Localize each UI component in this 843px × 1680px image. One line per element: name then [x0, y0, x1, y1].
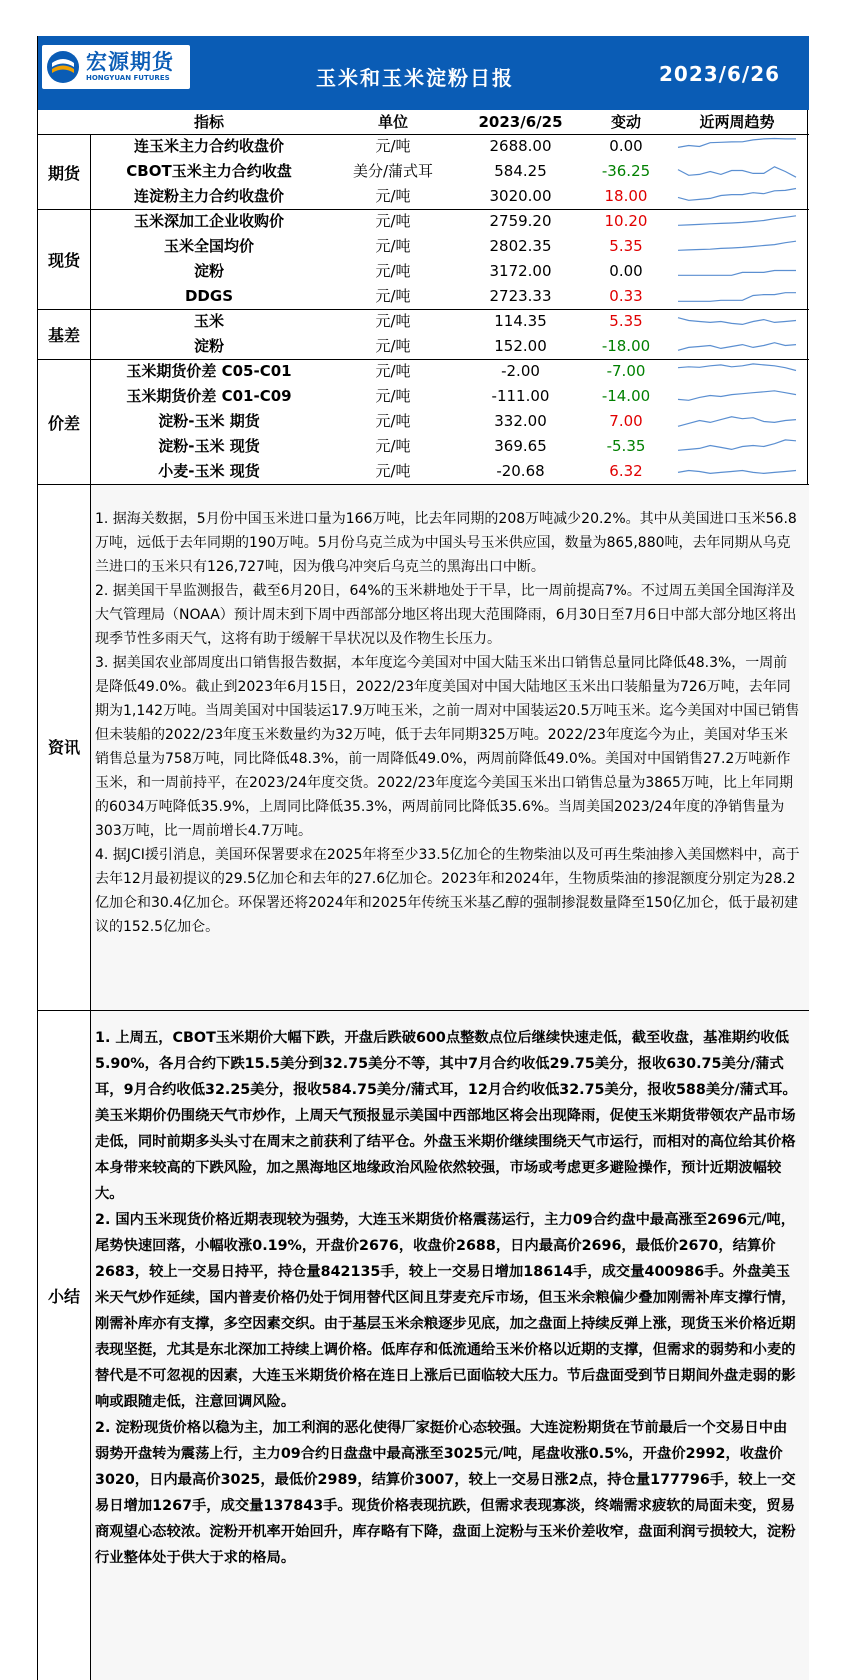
summary-section — [38, 1010, 809, 1680]
indicator-name: 淀粉-玉米 期货 — [158, 412, 260, 430]
change-cell: 7.00 — [609, 412, 643, 430]
unit-cell: 元/吨 — [375, 187, 411, 205]
indicator-name: 淀粉 — [193, 337, 224, 355]
report-page — [37, 36, 808, 1680]
divider — [90, 309, 809, 310]
unit-cell: 元/吨 — [375, 237, 411, 255]
column-header-change: 变动 — [610, 113, 641, 131]
unit-cell: 元/吨 — [375, 462, 411, 480]
change-cell: 0.00 — [609, 137, 643, 155]
unit-cell: 元/吨 — [375, 412, 411, 430]
report-title: 玉米和玉米淀粉日报 — [316, 66, 514, 90]
value-cell: 2688.00 — [489, 137, 552, 155]
summary-label: 小结 — [47, 1287, 80, 1306]
table-row — [38, 209, 809, 234]
trend-sparkline — [674, 434, 800, 459]
value-cell: 2759.20 — [489, 212, 552, 230]
value-cell: 3020.00 — [489, 187, 552, 205]
change-cell: 0.00 — [609, 262, 643, 280]
company-logo — [42, 45, 190, 89]
table-row — [38, 134, 809, 159]
table-row — [38, 184, 809, 209]
table-row — [38, 334, 809, 359]
value-cell: 332.00 — [494, 412, 547, 430]
news-section — [38, 484, 809, 1010]
indicator-name: 玉米深加工企业收购价 — [133, 212, 284, 230]
group-label-basis: 基差 — [38, 309, 90, 359]
indicator-name: 连淀粉主力合约收盘价 — [133, 187, 284, 205]
indicator-name: 玉米期货价差 C01-C09 — [126, 387, 292, 405]
value-cell: 369.65 — [494, 437, 547, 455]
logo-english-name: HONGYUAN FUTURES — [86, 74, 170, 82]
value-cell: -20.68 — [496, 462, 545, 480]
unit-cell: 元/吨 — [375, 212, 411, 230]
value-cell: 152.00 — [494, 337, 547, 355]
change-cell: -5.35 — [606, 437, 646, 455]
indicator-name: 淀粉-玉米 现货 — [158, 437, 260, 455]
summary-paragraph: 2. 国内玉米现货价格近期表现较为强势，大连玉米期货价格震荡运行，主力09合约盘中最高涨至2696元/吨，尾势快速回落，小幅收涨0.19%，开盘价2676，收盘价2688，日内最高价2696，最低价2670，结算价2683，较上一交易日持平，持仓量842135手，较上一交易日增加18614手，成交量400986手。外盘美玉米天气炒作延续，国内普麦价格仍处于饲用替代区间且芽麦充斥市场，但玉米余粮偏少叠加刚需补库支撑行情，刚需补库亦有支撑，多空因素交织。由于基层玉米余粮逐步见底，加之盘面上持续反弹上涨，现货玉米价格近期表现坚挺，尤其是东北深加工持续上调价格。低库存和低流通给玉米价格以近期的支撑，但需求的弱势和小麦的替代是不可忽视的因素，大连玉米期货价格在连日上涨后已面临较大压力。节后盘面受到节日期间外盘走弱的影响或跟随走低，注意回调风险。 — [95, 1212, 796, 1410]
table-row — [38, 159, 809, 184]
trend-sparkline — [674, 259, 800, 284]
indicator-name: 连玉米主力合约收盘价 — [133, 137, 284, 155]
trend-sparkline — [674, 209, 800, 234]
logo-mark-icon — [46, 50, 80, 84]
change-cell: 0.33 — [609, 287, 643, 305]
indicator-name: CBOT玉米主力合约收盘 — [126, 162, 292, 180]
news-paragraph: 3. 据美国农业部周度出口销售报告数据，本年度迄今美国对中国大陆玉米出口销售总量同比降低48.3%，一周前是降低49.0%。截止到2023年6月15日，2022/23年度美国对中国大陆地区玉米出口装船量为726万吨，去年同期为1,142万吨。当周美国对中国装运17.9万吨玉米，之前一周对中国装运20.5万吨玉米。迄今美国对中国已销售但未装船的2022/23年度玉米数量约为32万吨，低于去年同期325万吨。2022/23年度迄今为止，美国对华玉米销售总量为758万吨，同比降低48.3%，前一周降低49.0%，两周前降低49.0%。美国对中国销售27.2万吨新作玉米，和一周前持平，在2023/24年度交货。2022/23年度迄今美国玉米出口销售总量为3865万吨，比上年同期的6034万吨降低35.9%，上周同比降低35.3%，两周前同比降低35.6%。当周美国2023/24年度的净销售量为303万吨，比一周前增长4.7万吨。 — [95, 655, 800, 839]
unit-cell: 美分/蒲式耳 — [352, 162, 434, 180]
change-cell: 6.32 — [609, 462, 643, 480]
summary-body — [90, 1011, 809, 1680]
indicator-name: 小麦-玉米 现货 — [158, 462, 260, 480]
indicator-name: DDGS — [184, 287, 234, 305]
unit-cell: 元/吨 — [375, 262, 411, 280]
trend-sparkline — [674, 359, 800, 384]
table-row — [38, 259, 809, 284]
news-body — [90, 485, 809, 1011]
unit-cell: 元/吨 — [375, 287, 411, 305]
trend-sparkline — [674, 184, 800, 209]
change-cell: -18.00 — [601, 337, 651, 355]
unit-cell: 元/吨 — [375, 362, 411, 380]
divider — [90, 134, 809, 135]
report-date: 2023/6/26 — [659, 62, 781, 86]
news-label: 资讯 — [47, 738, 80, 757]
change-cell: -7.00 — [606, 362, 646, 380]
value-cell: 2723.33 — [489, 287, 552, 305]
change-cell: -14.00 — [601, 387, 651, 405]
group-label-spread: 价差 — [38, 359, 90, 484]
value-cell: 3172.00 — [489, 262, 552, 280]
table-row — [38, 234, 809, 259]
group-label-futures: 期货 — [38, 134, 90, 209]
unit-cell: 元/吨 — [375, 312, 411, 330]
change-cell: 18.00 — [604, 187, 648, 205]
table-row — [38, 459, 809, 484]
trend-sparkline — [674, 459, 800, 484]
indicator-name: 玉米全国均价 — [163, 237, 254, 255]
value-cell: -111.00 — [491, 387, 550, 405]
divider — [90, 134, 91, 484]
logo-chinese-name: 宏源期货 — [86, 50, 174, 74]
indicator-name: 玉米 — [193, 312, 224, 330]
column-header-indicator: 指标 — [193, 113, 224, 131]
summary-paragraph: 2. 淀粉现货价格以稳为主，加工利润的恶化使得厂家挺价心态较强。大连淀粉期货在节前最后一个交易日中由弱势开盘转为震荡上行，主力09合约日盘盘中最高涨至3025元/吨，尾盘收涨0.5%，开盘价2992，收盘价3020，日内最高价3025，最低价2989，结算价3007，较上一交易日涨2点，持仓量177796手，较上一交易日增加1267手，成交量137843手。现货价格表现抗跌，但需求表现寡淡，终端需求疲软的局面未变，贸易商观望心态较浓。淀粉开机率开始回升，库存略有下降，盘面上淀粉与玉米价差收窄，盘面利润亏损较大，淀粉行业整体处于供大于求的格局。 — [95, 1420, 796, 1566]
news-paragraph: 2. 据美国干旱监测报告，截至6月20日，64%的玉米耕地处于干旱，比一周前提高7%。不过周五美国全国海洋及大气管理局（NOAA）预计周末到下周中西部部分地区将出现大范围降雨，6月30日至7月6日中部大部分地区将出现季节性多雨天气，这将有助于缓解干旱状况以及作物生长压力。 — [95, 583, 797, 647]
value-cell: 2802.35 — [489, 237, 552, 255]
table-row — [38, 434, 809, 459]
divider — [90, 359, 809, 360]
indicator-name: 淀粉 — [193, 262, 224, 280]
table-row — [38, 284, 809, 309]
value-cell: 114.35 — [494, 312, 547, 330]
unit-cell: 元/吨 — [375, 437, 411, 455]
column-header-trend: 近两周趋势 — [699, 113, 775, 131]
unit-cell: 元/吨 — [375, 337, 411, 355]
table-row — [38, 359, 809, 384]
logo-text — [86, 51, 174, 83]
column-header-date: 2023/6/25 — [478, 113, 563, 131]
trend-sparkline — [674, 409, 800, 434]
divider — [90, 209, 809, 210]
table-row — [38, 309, 809, 334]
change-cell: -36.25 — [601, 162, 651, 180]
trend-sparkline — [674, 309, 800, 334]
group-label-spot: 现货 — [38, 209, 90, 309]
change-cell: 5.35 — [609, 237, 643, 255]
trend-sparkline — [674, 234, 800, 259]
indicator-name: 玉米期货价差 C05-C01 — [126, 362, 292, 380]
summary-paragraph: 1. 上周五，CBOT玉米期价大幅下跌，开盘后跌破600点整数点位后继续快速走低，截至收盘，基准期约收低5.90%，各月合约下跌15.5美分到32.75美分不等，其中7月合约收低29.75美分，报收630.75美分/蒲式耳，9月合约收低32.25美分，报收584.75美分/蒲式耳，12月合约收低32.75美分，报收588美分/蒲式耳。美玉米期价仍围绕天气市炒作，上周天气预报显示美国中西部地区将会出现降雨，促使玉米期货带领农产品市场走低，同时前期多头头寸在周末之前获利了结平仓。外盘玉米期价继续围绕天气市运行，而相对的高位给其价格本身带来较高的下跌风险，加之黑海地区地缘政治风险依然较强，市场或考虑更多避险操作，预计近期波幅较大。 — [95, 1030, 797, 1202]
value-cell: 584.25 — [494, 162, 547, 180]
unit-cell: 元/吨 — [375, 387, 411, 405]
table-row — [38, 409, 809, 434]
change-cell: 5.35 — [609, 312, 643, 330]
trend-sparkline — [674, 384, 800, 409]
trend-sparkline — [674, 134, 800, 159]
table-row — [38, 384, 809, 409]
news-paragraph: 4. 据JCI援引消息，美国环保署要求在2025年将至少33.5亿加仑的生物柴油以及可再生柴油掺入美国燃料中，高于去年12月最初提议的29.5亿加仑和去年的27.6亿加仑。2023年和2024年，生物质柴油的掺混额度分别定为28.2亿加仑和30.4亿加仑。环保署还将2024年和2025年传统玉米基乙醇的强制掺混数量降至150亿加仑，低于最初建议的152.5亿加仑。 — [95, 847, 800, 935]
trend-sparkline — [674, 334, 800, 359]
trend-sparkline — [674, 159, 800, 184]
news-paragraph: 1. 据海关数据，5月份中国玉米进口量为166万吨，比去年同期的208万吨减少20.2%。其中从美国进口玉米56.8万吨，远低于去年同期的190万吨。5月份乌克兰成为中国头号玉米供应国，数量为865,880吨，去年同期从乌克兰进口的玉米只有126,727吨，因为俄乌冲突后乌克兰的黑海出口中断。 — [95, 511, 797, 575]
column-header-unit: 单位 — [377, 113, 408, 131]
value-cell: -2.00 — [501, 362, 540, 380]
unit-cell: 元/吨 — [375, 137, 411, 155]
change-cell: 10.20 — [604, 212, 648, 230]
trend-sparkline — [674, 284, 800, 309]
report-header — [38, 36, 809, 110]
